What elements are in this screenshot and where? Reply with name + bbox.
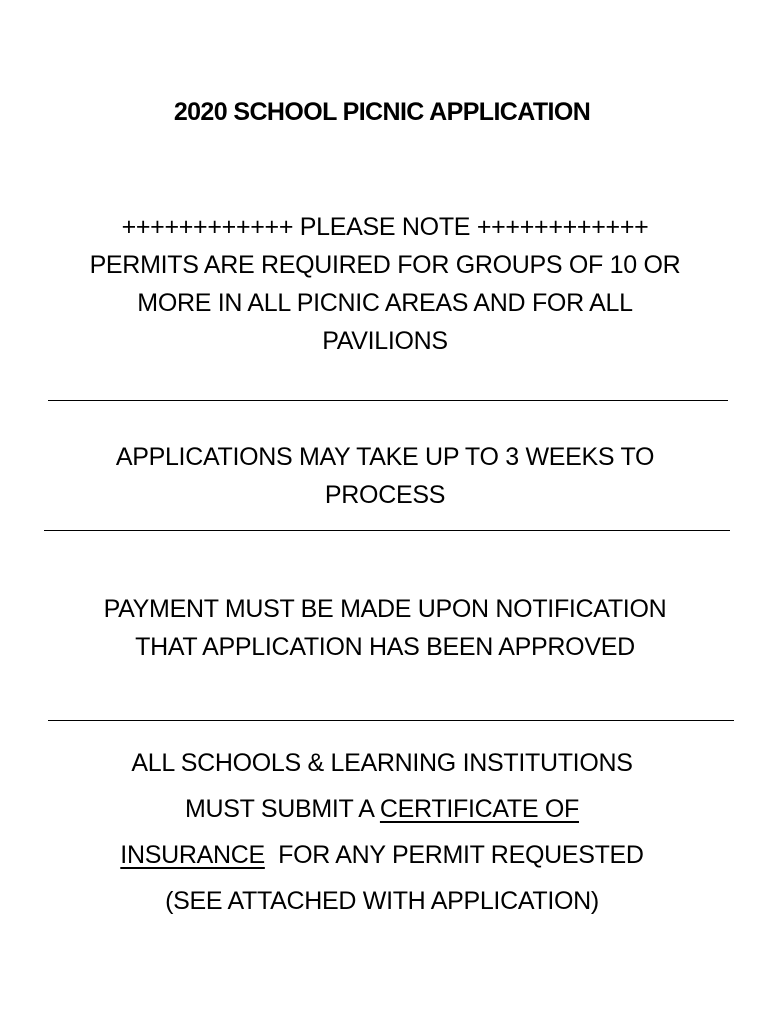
payment-line-1: PAYMENT MUST BE MADE UPON NOTIFICATION bbox=[103, 595, 667, 623]
certificate-of-text: CERTIFICATE OF bbox=[379, 795, 579, 823]
payment-line-2: THAT APPLICATION HAS BEEN APPROVED bbox=[135, 633, 635, 661]
insurance-line-3 bbox=[0, 832, 764, 878]
processing-time-line-2: PROCESS bbox=[324, 481, 446, 509]
document-title: 2020 SCHOOL PICNIC APPLICATION bbox=[173, 98, 591, 126]
permit-requirement-line-3: PAVILIONS bbox=[322, 327, 448, 355]
section-divider bbox=[48, 400, 728, 401]
insurance-line-3-suffix: FOR ANY PERMIT REQUESTED bbox=[264, 841, 644, 869]
insurance-line-1: ALL SCHOOLS & LEARNING INSTITUTIONS bbox=[131, 749, 633, 777]
please-note-section bbox=[0, 208, 770, 360]
insurance-section bbox=[0, 740, 764, 924]
payment-section bbox=[0, 590, 770, 666]
please-note-heading: ++++++++++++ PLEASE NOTE ++++++++++++ bbox=[121, 213, 649, 241]
section-divider bbox=[44, 530, 730, 531]
section-divider bbox=[48, 720, 734, 721]
insurance-text: INSURANCE bbox=[120, 841, 265, 869]
insurance-line-2-prefix: MUST SUBMIT A bbox=[185, 795, 380, 823]
insurance-line-2 bbox=[0, 786, 764, 832]
insurance-line-4: (SEE ATTACHED WITH APPLICATION) bbox=[165, 887, 599, 915]
processing-time-line-1: APPLICATIONS MAY TAKE UP TO 3 WEEKS TO bbox=[115, 443, 655, 471]
permit-requirement-line-2: MORE IN ALL PICNIC AREAS AND FOR ALL bbox=[137, 289, 633, 317]
processing-time-section bbox=[0, 438, 770, 514]
permit-requirement-line-1: PERMITS ARE REQUIRED FOR GROUPS OF 10 OR bbox=[89, 251, 681, 279]
